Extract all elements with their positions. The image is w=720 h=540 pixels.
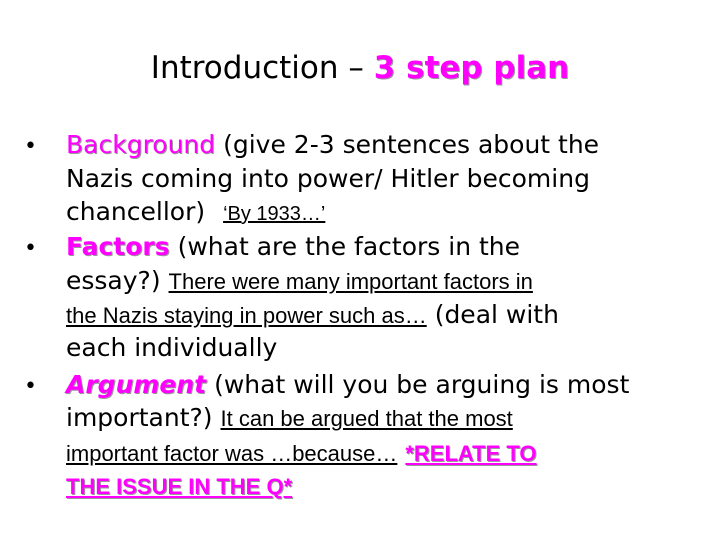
emphasis-note: *RELATE TO: [405, 441, 537, 466]
bullet-factors-line-3: [66, 300, 559, 331]
bullet-argument-line-2: [66, 403, 513, 434]
bullet-heading-factors: Factors: [66, 232, 170, 261]
bullet-text: essay?): [66, 266, 161, 295]
bullet-background-line-3: [66, 197, 325, 229]
bullet-marker: •: [24, 236, 37, 261]
sentence-starter: important factor was …because…: [66, 441, 398, 466]
bullet-text: (give 2-3 sentences about the: [223, 130, 600, 159]
bullet-text: Nazis coming into power/ Hitler becoming: [66, 164, 590, 193]
bullet-argument-line-4: [66, 471, 292, 502]
bullet-argument-line-1: [66, 370, 629, 400]
title-accent: 3 step plan: [373, 50, 570, 86]
bullet-text: (deal with: [434, 300, 559, 329]
bullet-heading-argument: Argument: [66, 370, 207, 399]
bullet-background-line-2: [66, 164, 590, 194]
sentence-starter: It can be argued that the most: [220, 406, 513, 431]
bullet-text: each individually: [66, 333, 278, 362]
bullet-heading-background: Background: [66, 130, 216, 159]
bullet-marker: •: [24, 374, 37, 399]
bullet-text: (what will you be arguing is most: [214, 370, 630, 399]
bullet-text: chancellor): [66, 197, 206, 226]
bullet-factors-line-2: [66, 266, 533, 297]
emphasis-note: THE ISSUE IN THE Q*: [66, 474, 293, 499]
bullet-marker: •: [24, 134, 37, 159]
sentence-starter: There were many important factors in: [168, 269, 533, 294]
title-prefix: Introduction –: [150, 50, 364, 86]
bullet-text: (what are the factors in the: [177, 232, 521, 261]
bullet-factors-line-4: [66, 333, 277, 363]
bullet-argument-line-3: [66, 438, 537, 469]
sentence-starter: ‘By 1933…’: [223, 203, 326, 225]
sentence-starter: the Nazis staying in power such as…: [66, 303, 427, 328]
bullet-background-line-1: [66, 130, 599, 160]
bullet-text: important?): [66, 403, 213, 432]
bullet-factors-line-1: [66, 232, 520, 262]
